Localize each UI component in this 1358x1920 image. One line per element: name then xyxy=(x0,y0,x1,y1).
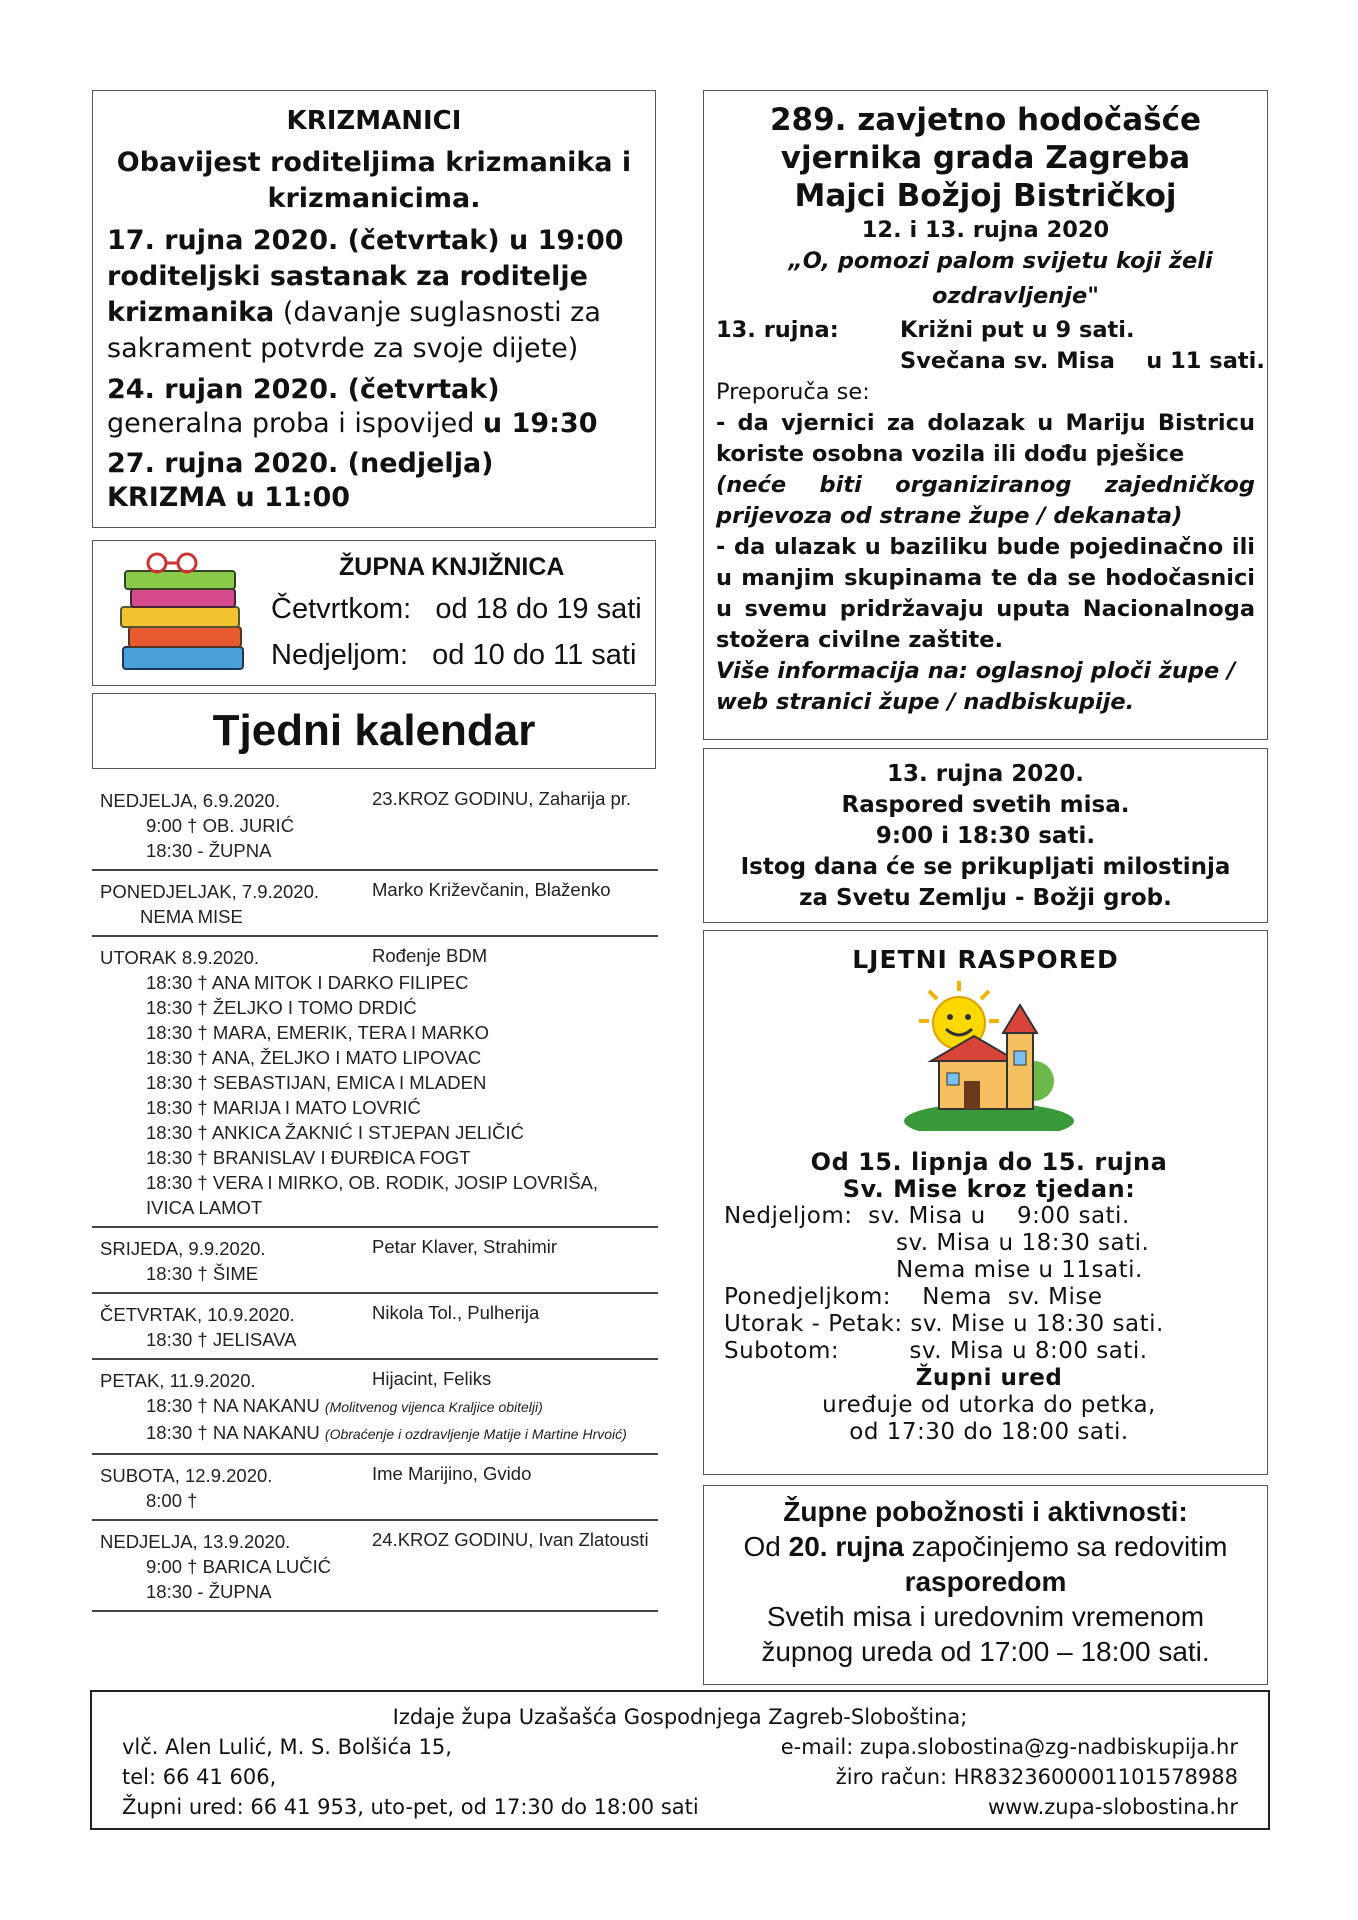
pobo-l1 xyxy=(714,1529,1257,1564)
calendar-day-name: PETAK, 11.9.2020. xyxy=(100,1370,256,1391)
calendar-mass-text: 18:30 † MARA, EMERIK, TERA I MARKO xyxy=(146,1022,490,1043)
calendar-day-name: NEDJELJA, 13.9.2020. xyxy=(100,1531,291,1552)
calendar-feast: Ime Marijino, Gvido xyxy=(372,1463,532,1484)
footer-web[interactable]: www.zupa-slobostina.hr xyxy=(988,1795,1238,1819)
knjiznica-box xyxy=(92,540,656,686)
krizmanici-p1 xyxy=(107,223,641,367)
hod-title2: vjernika grada Zagreba xyxy=(780,140,1191,176)
pobo-l3: Svetih misa i uredovnim vremenom xyxy=(766,1601,1205,1632)
calendar-feast: Petar Klaver, Strahimir xyxy=(372,1236,558,1257)
calendar-mass-text: 18:30 † VERA I MIRKO, OB. RODIK, JOSIP LOVRIŠA, xyxy=(146,1172,599,1193)
hod-day: 13. rujna: xyxy=(716,317,839,343)
ljetni-text xyxy=(724,1149,1254,1446)
calendar-mass-line xyxy=(100,1095,652,1120)
knjiznica-line1: Četvrtkom: od 18 do 19 sati xyxy=(271,593,642,625)
calendar-mass-line xyxy=(100,1393,652,1420)
calendar-feast: Nikola Tol., Pulherija xyxy=(372,1302,540,1323)
rsm-l5: za Svetu Zemlju - Božji grob. xyxy=(799,885,1172,911)
ljetni-u2: od 17:30 do 18:00 sati. xyxy=(849,1419,1129,1445)
hod-title3: Majci Božjoj Bistričkoj xyxy=(794,178,1177,214)
footer-email[interactable]: e-mail: zupa.slobostina@zg-nadbiskupija.hr xyxy=(780,1735,1238,1759)
calendar-feast: Rođenje BDM xyxy=(372,945,488,966)
footer-address: vlč. Alen Lulić, M. S. Bolšića 15, xyxy=(122,1735,452,1759)
calendar-mass-line xyxy=(100,838,652,863)
footer-tel: tel: 66 41 606, xyxy=(122,1765,277,1789)
ljetni-h2: Sv. Mise kroz tjedan: xyxy=(842,1175,1136,1203)
knjiznica-line2: Nedjeljom: od 10 do 11 sati xyxy=(271,639,637,671)
krizmanici-p2 xyxy=(107,373,641,441)
calendar-mass-text: 18:30 † NA NAKANU xyxy=(146,1395,320,1416)
p1-normal: (davanje suglasnosti za sakrament potvrde za svoje dijete) xyxy=(107,297,601,364)
calendar-mass-note: (Molitvenog vijenca Kraljice obitelji) xyxy=(324,1399,543,1415)
krizmanici-p3 xyxy=(107,447,641,515)
calendar-day xyxy=(92,1228,658,1294)
pobo-title: Župne pobožnosti i aktivnosti: xyxy=(783,1496,1188,1527)
footer-ziro: žiro račun: HR8323600001101578988 xyxy=(835,1765,1238,1789)
calendar-day xyxy=(92,1455,658,1521)
calendar-feast: Hijacint, Feliks xyxy=(372,1368,492,1389)
footer-row2 xyxy=(122,1762,1238,1792)
calendar-feast: Marko Križevčanin, Blaženko xyxy=(372,879,611,900)
calendar-day xyxy=(92,1360,658,1455)
calendar-feast: 23.KROZ GODINU, Zaharija pr. xyxy=(372,788,632,809)
p3-line2: KRIZMA u 11:00 xyxy=(107,482,351,513)
calendar-mass-line xyxy=(100,1145,652,1170)
footer-ured: Župni ured: 66 41 953, uto-pet, od 17:30 do 18:00 sati xyxy=(122,1795,699,1819)
ljetni-p: Ponedjeljkom: Nema sv. Mise xyxy=(724,1284,1103,1310)
calendar-mass-text: 18:30 † ŽELJKO I TOMO DRDIĆ xyxy=(146,997,417,1018)
rsm-l4: Istog dana će se prikupljati milostinja xyxy=(740,854,1231,880)
calendar-mass-line xyxy=(100,1045,652,1070)
p2-time: u 19:30 xyxy=(482,408,598,439)
calendar-mass-text: 18:30 † ŠIME xyxy=(146,1263,259,1284)
calendar-day-name: SUBOTA, 12.9.2020. xyxy=(100,1465,273,1486)
calendar-mass-line xyxy=(100,995,652,1020)
footer xyxy=(90,1690,1270,1830)
krizmanici-title: KRIZMANICI xyxy=(286,106,462,136)
calendar-mass-line xyxy=(100,1261,652,1286)
hod-motto2: ozdravljenje" xyxy=(931,283,1099,309)
ljetni-u: Utorak - Petak: sv. Mise u 18:30 sati. xyxy=(724,1311,1164,1337)
footer-row1 xyxy=(122,1732,1238,1762)
calendar-mass-text: 18:30 † ANA MITOK I DARKO FILIPEC xyxy=(146,972,469,993)
ljetni-s: Subotom: sv. Misa u 8:00 sati. xyxy=(724,1338,1148,1364)
calendar-day-name: ČETVRTAK, 10.9.2020. xyxy=(100,1304,295,1325)
calendar-feast: 24.KROZ GODINU, Ivan Zlatousti xyxy=(372,1529,649,1550)
calendar-mass-line xyxy=(100,1070,652,1095)
calendar-mass-text: 18:30 † BRANISLAV I ĐURĐICA FOGT xyxy=(146,1147,471,1168)
pobo-l4: župnog ureda od 17:00 – 18:00 sati. xyxy=(761,1636,1210,1667)
calendar-mass-line xyxy=(100,1554,652,1579)
raspored-misa-box xyxy=(703,748,1268,923)
p2-bold: 24. rujan 2020. (četvrtak) xyxy=(107,374,500,405)
pobo-l1a: Od xyxy=(743,1531,789,1562)
calendar-mass-text: 8:00 † xyxy=(146,1490,198,1511)
ljetni-n2: sv. Misa u 18:30 sati. xyxy=(896,1230,1150,1256)
hod-r2: - da ulazak u baziliku bude pojedinačno ili u manjim skupinama te da se hodočasnici u svemu pridržavaju uputa Nacionalnoga stožera civilne zaštite. xyxy=(716,534,1255,653)
krizmanici-subtitle: Obavijest roditeljima krizmanika i krizmanicima. xyxy=(116,147,632,214)
calendar-mass-text: IVICA LAMOT xyxy=(146,1197,263,1218)
calendar-day-name: UTORAK 8.9.2020. xyxy=(100,947,260,968)
calendar-mass-line xyxy=(100,970,652,995)
books-icon xyxy=(115,551,255,677)
rsm-l2: Raspored svetih misa. xyxy=(841,792,1130,818)
hod-motto1: „O, pomozi palom svijetu koji želi xyxy=(788,248,1213,274)
hodocasce-box xyxy=(703,90,1268,740)
hod-ev2: Svečana sv. Misa u 11 sati. xyxy=(900,348,1265,374)
calendar-day xyxy=(92,1294,658,1360)
poboznosti-box xyxy=(703,1485,1268,1685)
calendar-mass-text: 9:00 † BARICA LUČIĆ xyxy=(146,1556,332,1577)
knjiznica-title: ŽUPNA KNJIŽNICA xyxy=(339,553,565,581)
ljetni-n1: Nedjeljom: sv. Misa u 9:00 sati. xyxy=(724,1203,1130,1229)
sun-church-icon xyxy=(899,981,1079,1131)
calendar-day xyxy=(92,1521,658,1612)
hod-r1i: (neće biti organiziranog zajedničkog prijevoza od strane župe / dekanata) xyxy=(716,472,1255,529)
calendar-day xyxy=(92,871,658,937)
calendar-mass-text: 18:30 † SEBASTIJAN, EMICA I MLADEN xyxy=(146,1072,487,1093)
calendar-mass-line xyxy=(100,1170,652,1195)
calendar-mass-text: 18:30 - ŽUPNA xyxy=(146,840,272,861)
hod-title1: 289. zavjetno hodočašće xyxy=(769,102,1202,138)
calendar-mass-line xyxy=(100,813,652,838)
calendar-mass-text: 18:30 † ANA, ŽELJKO I MATO LIPOVAC xyxy=(146,1047,482,1068)
krizmanici-box xyxy=(92,90,656,528)
footer-row3 xyxy=(122,1792,1238,1822)
calendar-mass-line xyxy=(100,1488,652,1513)
hod-day-row xyxy=(716,315,1255,346)
calendar-mass-line xyxy=(100,904,652,929)
calendar-day-name: SRIJEDA, 9.9.2020. xyxy=(100,1238,266,1259)
ljetni-h1: Od 15. lipnja do 15. rujna xyxy=(810,1148,1168,1176)
hod-prep: Preporuča se: xyxy=(716,379,870,405)
ljetni-n3: Nema mise u 11sati. xyxy=(896,1257,1143,1283)
calendar-day-name: PONEDJELJAK, 7.9.2020. xyxy=(100,881,320,902)
ljetni-title: LJETNI RASPORED xyxy=(852,945,1119,974)
calendar-mass-text: 18:30 † ANKICA ŽAKNIĆ I STJEPAN JELIČIĆ xyxy=(146,1122,525,1143)
calendar-mass-text: 18:30 † NA NAKANU xyxy=(146,1422,320,1443)
ljetni-raspored-box xyxy=(703,930,1268,1475)
calendar-mass-line xyxy=(100,1020,652,1045)
calendar-mass-text: 18:30 † MARIJA I MATO LOVRIĆ xyxy=(146,1097,421,1118)
p3-line1: 27. rujna 2020. (nedjelja) xyxy=(107,448,494,479)
calendar-mass-line xyxy=(100,1195,652,1220)
footer-l1: Izdaje župa Uzašašća Gospodnjega Zagreb-Sloboština; xyxy=(392,1705,968,1729)
calendar-mass-note: (Obraćenje i ozdravljenje Matije i Martine Hrvoić) xyxy=(324,1426,627,1442)
calendar-mass-line xyxy=(100,1420,652,1447)
p2-normal: generalna proba i ispovijed xyxy=(107,408,483,439)
hod-ev1: Križni put u 9 sati. xyxy=(900,317,1135,343)
hod-info: Više informacija na: oglasnoj ploči župe / web stranici župe / nadbiskupije. xyxy=(716,658,1236,715)
pobo-l2: rasporedom xyxy=(904,1566,1067,1597)
pobo-l1b: 20. rujna xyxy=(788,1531,904,1562)
ljetni-ured: Župni ured xyxy=(915,1365,1063,1391)
ljetni-u1: uređuje od utorka do petka, xyxy=(822,1392,1156,1418)
calendar-day xyxy=(92,937,658,1228)
weekly-calendar xyxy=(92,780,658,1612)
calendar-mass-text: 18:30 - ŽUPNA xyxy=(146,1581,272,1602)
calendar-day-name: NEDJELJA, 6.9.2020. xyxy=(100,790,280,811)
hod-date: 12. i 13. rujna 2020 xyxy=(861,217,1110,243)
calendar-mass-text: NEMA MISE xyxy=(140,906,243,927)
kalendar-title: Tjedni kalendar xyxy=(92,693,656,769)
hod-r1: - da vjernici za dolazak u Mariju Bistricu koriste osobna vozila ili dođu pješice xyxy=(716,410,1255,467)
calendar-mass-line xyxy=(100,1327,652,1352)
p1-bold: 17. rujna 2020. (četvrtak) u 19:00 roditeljski sastanak za roditelje krizmanika xyxy=(107,225,624,328)
calendar-mass-text: 9:00 † OB. JURIĆ xyxy=(146,815,295,836)
pobo-l1c: započinjemo sa redovitim xyxy=(903,1531,1228,1562)
calendar-mass-text: 18:30 † JELISAVA xyxy=(146,1329,297,1350)
calendar-day xyxy=(92,780,658,871)
rsm-l1: 13. rujna 2020. xyxy=(886,761,1084,787)
calendar-mass-line xyxy=(100,1120,652,1145)
calendar-mass-line xyxy=(100,1579,652,1604)
rsm-l3: 9:00 i 18:30 sati. xyxy=(875,823,1096,849)
